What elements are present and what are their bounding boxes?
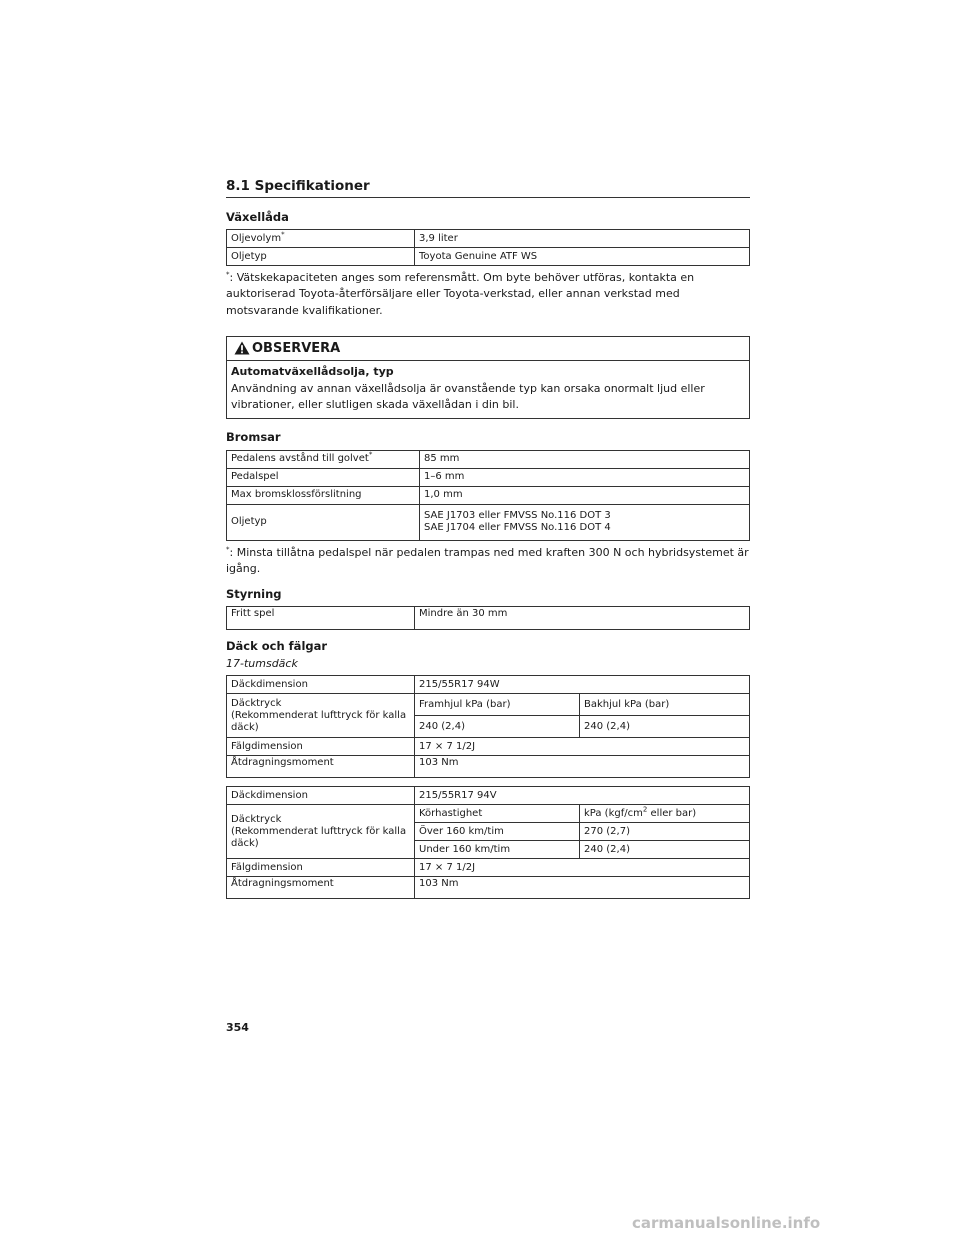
- table-cell: Bakhjul kPa (bar): [580, 694, 750, 716]
- table-cell: Fritt spel: [227, 607, 415, 630]
- steering-table: [226, 606, 750, 630]
- table-cell: 103 Nm: [415, 877, 750, 899]
- watermark: carmanualsonline.info: [632, 1214, 821, 1232]
- table-cell: Framhjul kPa (bar): [415, 694, 580, 716]
- table-row: [227, 756, 750, 778]
- table-cell: Däcktryck (Rekommenderat lufttryck för kalla däck): [227, 694, 415, 738]
- transmission-table: [226, 229, 750, 266]
- table-cell: Åtdragningsmoment: [227, 756, 415, 778]
- table-cell: Däckdimension: [227, 787, 415, 805]
- table-cell: Toyota Genuine ATF WS: [415, 248, 750, 266]
- table-cell: Under 160 km/tim: [415, 841, 580, 859]
- table-row: [227, 805, 750, 823]
- steering-heading: Styrning: [226, 587, 282, 602]
- table-cell: 215/55R17 94V: [415, 787, 750, 805]
- notice-box: [226, 336, 750, 419]
- warning-icon: [234, 341, 250, 355]
- table-cell: kPa ($kgf/cm^2$ eller bar): [580, 805, 750, 823]
- table-cell: 17 × 7 1/2J: [415, 859, 750, 877]
- table-row: [227, 738, 750, 756]
- notice-header: [227, 337, 749, 361]
- table-cell: Oljevolym*: [227, 230, 415, 248]
- footnote: *: Vätskekapaciteten anges som referensmått. Om byte behöver utföras, kontakta en auktoriserad Toyota-återförsäljare eller Toyota-verkstad, eller annan verkstad med motsvarande kvalifikationer.: [226, 270, 695, 317]
- table-cell: Max bromsklossförslitning: [227, 486, 420, 504]
- table-cell: 240 (2,4): [580, 716, 750, 738]
- page-number: 354: [226, 1021, 249, 1034]
- table-cell: Över 160 km/tim: [415, 823, 580, 841]
- table-cell: Oljetyp: [227, 248, 415, 266]
- table-row: [227, 230, 750, 248]
- table-row: [227, 468, 750, 486]
- table-cell: 1,0 mm: [420, 486, 750, 504]
- footnote: *: Minsta tillåtna pedalspel när pedalen trampas ned med kraften 300 N och hybridsystemet är igång.: [226, 545, 749, 575]
- table-cell: 3,9 liter: [415, 230, 750, 248]
- tire-table-w: [226, 675, 750, 778]
- brakes-table: [226, 450, 750, 541]
- table-row: [227, 676, 750, 694]
- table-cell: Körhastighet: [415, 805, 580, 823]
- table-cell: Oljetyp: [227, 504, 420, 540]
- table-cell: Fälgdimension: [227, 859, 415, 877]
- table-cell: Däcktryck (Rekommenderat lufttryck för kalla däck): [227, 805, 415, 859]
- brakes-heading: Bromsar: [226, 429, 281, 444]
- table-row: [227, 450, 750, 468]
- tires-subheading: 17-tumsdäck: [226, 657, 298, 671]
- table-cell: SAE J1703 eller FMVSS No.116 DOT 3 SAE J1704 eller FMVSS No.116 DOT 4: [420, 504, 750, 540]
- table-row: [227, 859, 750, 877]
- table-cell: 1–6 mm: [420, 468, 750, 486]
- tires-heading: Däck och fälgar: [226, 639, 328, 654]
- table-cell: Åtdragningsmoment: [227, 877, 415, 899]
- tire-table-v: [226, 786, 750, 899]
- notice-text: Användning av annan växellådsolja är ovanstående typ kan orsaka onormalt ljud eller vibrationer, eller slutligen skada växellådan i din bil.: [231, 381, 705, 411]
- table-row: [227, 877, 750, 899]
- table-row: [227, 504, 750, 540]
- table-cell: Mindre än 30 mm: [415, 607, 750, 630]
- table-row: [227, 248, 750, 266]
- table-cell: Fälgdimension: [227, 738, 415, 756]
- notice-subtitle: Automatväxellådsolja, typ: [231, 364, 394, 378]
- table-cell: 240 (2,4): [415, 716, 580, 738]
- table-cell: Pedalspel: [227, 468, 420, 486]
- table-cell: Pedalens avstånd till golvet*: [227, 450, 420, 468]
- notice-body: [227, 361, 749, 418]
- table-cell: Däckdimension: [227, 676, 415, 694]
- table-cell: 215/55R17 94W: [415, 676, 750, 694]
- notice-title: OBSERVERA: [252, 340, 341, 356]
- table-row: [227, 694, 750, 716]
- table-row: [227, 607, 750, 630]
- table-cell: 85 mm: [420, 450, 750, 468]
- table-row: [227, 787, 750, 805]
- table-cell: 240 (2,4): [580, 841, 750, 859]
- transmission-heading: Växellåda: [226, 210, 289, 224]
- table-cell: 17 × 7 1/2J: [415, 738, 750, 756]
- table-row: [227, 486, 750, 504]
- section-title: 8.1 Specifikationer: [226, 178, 750, 198]
- table-cell: 270 (2,7): [580, 823, 750, 841]
- table-cell: 103 Nm: [415, 756, 750, 778]
- page-content: [226, 178, 750, 899]
